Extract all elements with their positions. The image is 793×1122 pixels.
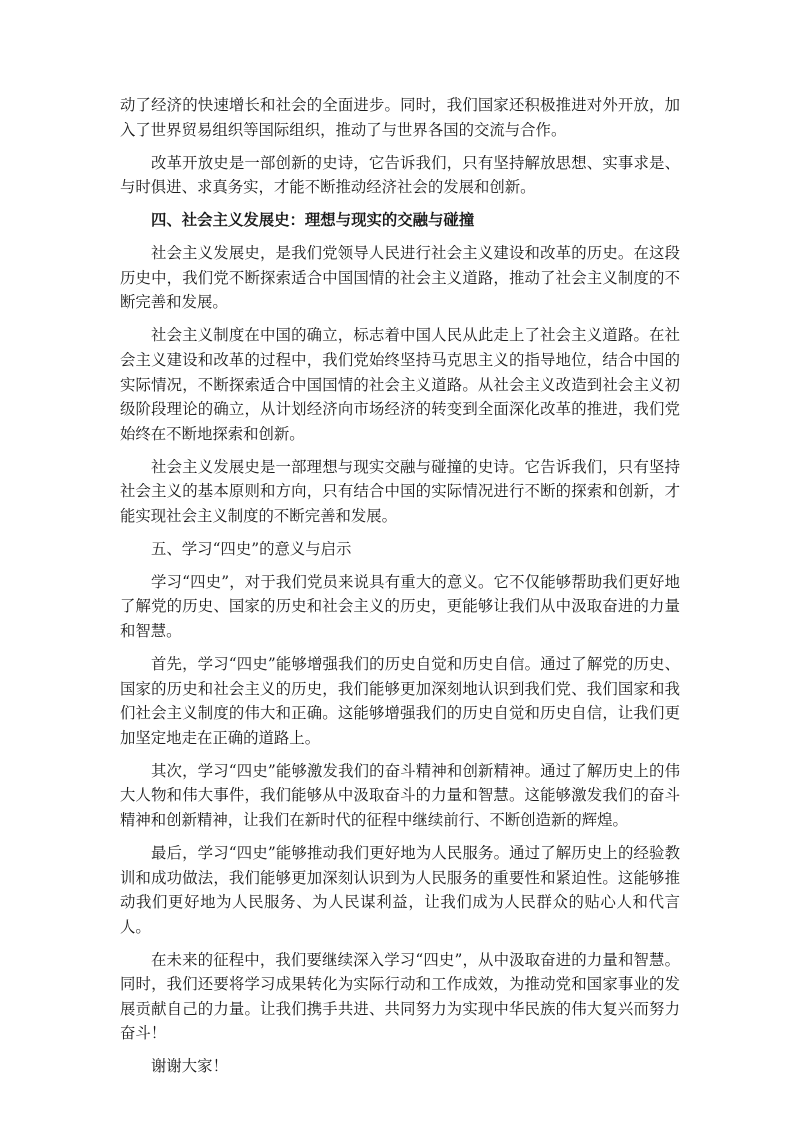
body-paragraph: 社会主义发展史是一部理想与现实交融与碰撞的史诗。它告诉我们，只有坚持社会主义的基本原则和方向，只有结合中国的实际情况进行不断的探索和创新，才能实现社会主义制度的不断完善和发展。 [120, 457, 680, 525]
body-paragraph: 最后，学习“四史”能够推动我们更好地为人民服务。通过了解历史上的经验教训和成功做法，我们能够更加深刻认识到为人民服务的重要性和紧迫性。这能够推动我们更好地为人民服务、为人民谋利益，让我们成为人民群众的贴心人和代言人。 [120, 843, 680, 936]
body-paragraph: 社会主义发展史，是我们党领导人民进行社会主义建设和改革的历史。在这段历史中，我们党不断探索适合中国国情的社会主义道路，推动了社会主义制度的不断完善和发展。 [120, 244, 680, 312]
document-page [120, 93, 680, 1087]
body-paragraph: 改革开放史是一部创新的史诗，它告诉我们，只有坚持解放思想、实事求是、与时俱进、求真务实，才能不断推动经济社会的发展和创新。 [120, 153, 680, 197]
closing-line: 谢谢大家！ [151, 1057, 228, 1076]
section-heading: 四、社会主义发展史：理想与现实的交融与碰撞 [151, 211, 475, 230]
section-heading: 五、学习“四史”的意义与启示 [151, 539, 352, 558]
body-paragraph: 其次，学习“四史”能够激发我们的奋斗精神和创新精神。通过了解历史上的伟大人物和伟大事件，我们能够从中汲取奋斗的力量和智慧。这能够激发我们的奋斗精神和创新精神，让我们在新时代的征程中继续前行、不断创造新的辉煌。 [120, 761, 680, 829]
body-paragraph: 在未来的征程中，我们要继续深入学习“四史”，从中汲取奋进的力量和智慧。同时，我们还要将学习成果转化为实际行动和工作成效，为推动党和国家事业的发展贡献自己的力量。让我们携手共进、共同努力为实现中华民族的伟大复兴而努力奋斗！ [120, 950, 680, 1043]
body-paragraph: 动了经济的快速增长和社会的全面进步。同时，我们国家还积极推进对外开放，加入了世界贸易组织等国际组织，推动了与世界各国的交流与合作。 [120, 96, 680, 139]
body-paragraph: 社会主义制度在中国的确立，标志着中国人民从此走上了社会主义道路。在社会主义建设和改革的过程中，我们党始终坚持马克思主义的指导地位，结合中国的实际情况，不断探索适合中国国情的社会主义道路。从社会主义改造到社会主义初级阶段理论的确立，从计划经济向市场经济的转变到全面深化改革的推进，我们党始终在不断地探索和创新。 [120, 326, 680, 443]
body-paragraph: 学习“四史”，对于我们党员来说具有重大的意义。它不仅能够帮助我们更好地了解党的历史、国家的历史和社会主义的历史，更能够让我们从中汲取奋进的力量和智慧。 [120, 572, 680, 641]
body-paragraph: 首先，学习“四史”能够增强我们的历史自觉和历史自信。通过了解党的历史、国家的历史和社会主义的历史，我们能够更加深刻地认识到我们党、我们国家和我们社会主义制度的伟大和正确。这能够增强我们的历史自觉和历史自信，让我们更加坚定地走在正确的道路上。 [120, 655, 680, 747]
